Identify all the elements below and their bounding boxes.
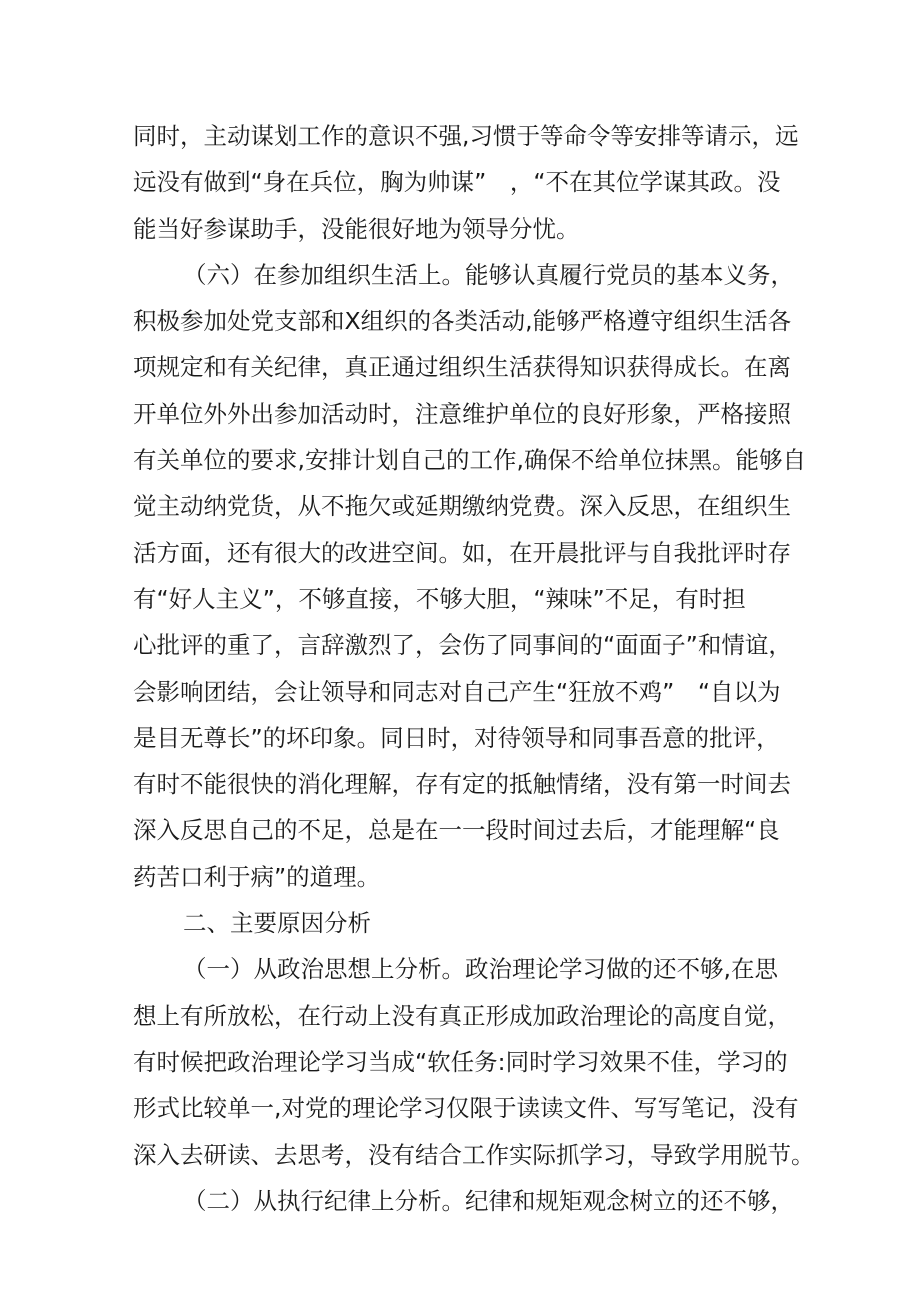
paragraph-line: 深入反思自己的不足，总是在一一段时间过去后，才能理解“良 bbox=[133, 816, 780, 845]
paragraph-line: 觉主动纳党货，从不拖欠或延期缴纳党费。深入反思，在组织生 bbox=[133, 492, 791, 521]
paragraph-line: 积极参加处党支部和X组织的各类活动,能够严格遵守组织生活各 bbox=[133, 307, 792, 336]
paragraph-line: 有关单位的要求,安排计划自己的工作,确保不给单位抹黑。能够自 bbox=[133, 446, 806, 475]
paragraph-line: 深入去研读、去思考，没有结合工作实际抓学习，导致学用脱节。 bbox=[133, 1140, 815, 1169]
paragraph-line: 同时，主动谋划工作的意识不强,习惯于等命令等安排等请示，远 bbox=[133, 122, 799, 150]
paragraph-line: 药苦口利于病”的道理。 bbox=[133, 862, 381, 891]
paragraph-line: 有时候把政治理论学习当成“软任务:同时学习效果不佳，学习的 bbox=[133, 1047, 788, 1076]
paragraph-line: 心批评的重了，言辞激烈了，会伤了同事间的“面面子”和情谊， bbox=[133, 631, 792, 660]
paragraph-line: 项规定和有关纪律，真正通过组织生活获得知识获得成长。在离 bbox=[133, 353, 791, 382]
paragraph-line: 形式比较单一,对党的理论学习仅限于读读文件、写写笔记，没有 bbox=[133, 1094, 799, 1123]
paragraph-line: 有时不能很快的消化理解，存有定的抵触情绪，没有第一时间去 bbox=[133, 770, 791, 799]
subsection-two-paragraph-start: （二）从执行纪律上分析。纪律和规矩观念树立的还不够， bbox=[183, 1186, 794, 1215]
document-body bbox=[133, 113, 815, 1224]
section-heading: 二、主要原因分析 bbox=[183, 909, 371, 938]
paragraph-line: 开单位外外出参加活动时，注意维护单位的良好形象，严格接照 bbox=[133, 399, 791, 428]
paragraph-line: 能当好参谋助手，没能很好地为领导分忧。 bbox=[133, 214, 580, 243]
paragraph-line: 会影响团结，会让领导和同志对自己产生“狂放不鸡” “自以为 bbox=[133, 677, 781, 706]
subsection-one-paragraph-start: （一）从政治思想上分析。政治理论学习做的还不够,在思 bbox=[183, 955, 778, 984]
paragraph-line: 是目无尊长”的坏印象。同日时，对待领导和同事吾意的批评， bbox=[133, 723, 780, 752]
paragraph-line: 有“好人主义”，不够直接，不够大胆，“辣味”不足，有时担 bbox=[133, 584, 746, 613]
paragraph-line: 远没有做到“身在兵位，胸为帅谋” ，“不在其位学谋其政。没 bbox=[133, 168, 781, 197]
paragraph-line: 想上有所放松，在行动上没有真正形成加政治理论的高度自觉， bbox=[133, 1001, 791, 1030]
paragraph-line: 活方面，还有很大的改进空间。如，在开晨批评与自我批评时存 bbox=[133, 538, 791, 567]
section-six-paragraph-start: （六）在参加组织生活上。能够认真履行党员的基本义务， bbox=[183, 260, 794, 289]
